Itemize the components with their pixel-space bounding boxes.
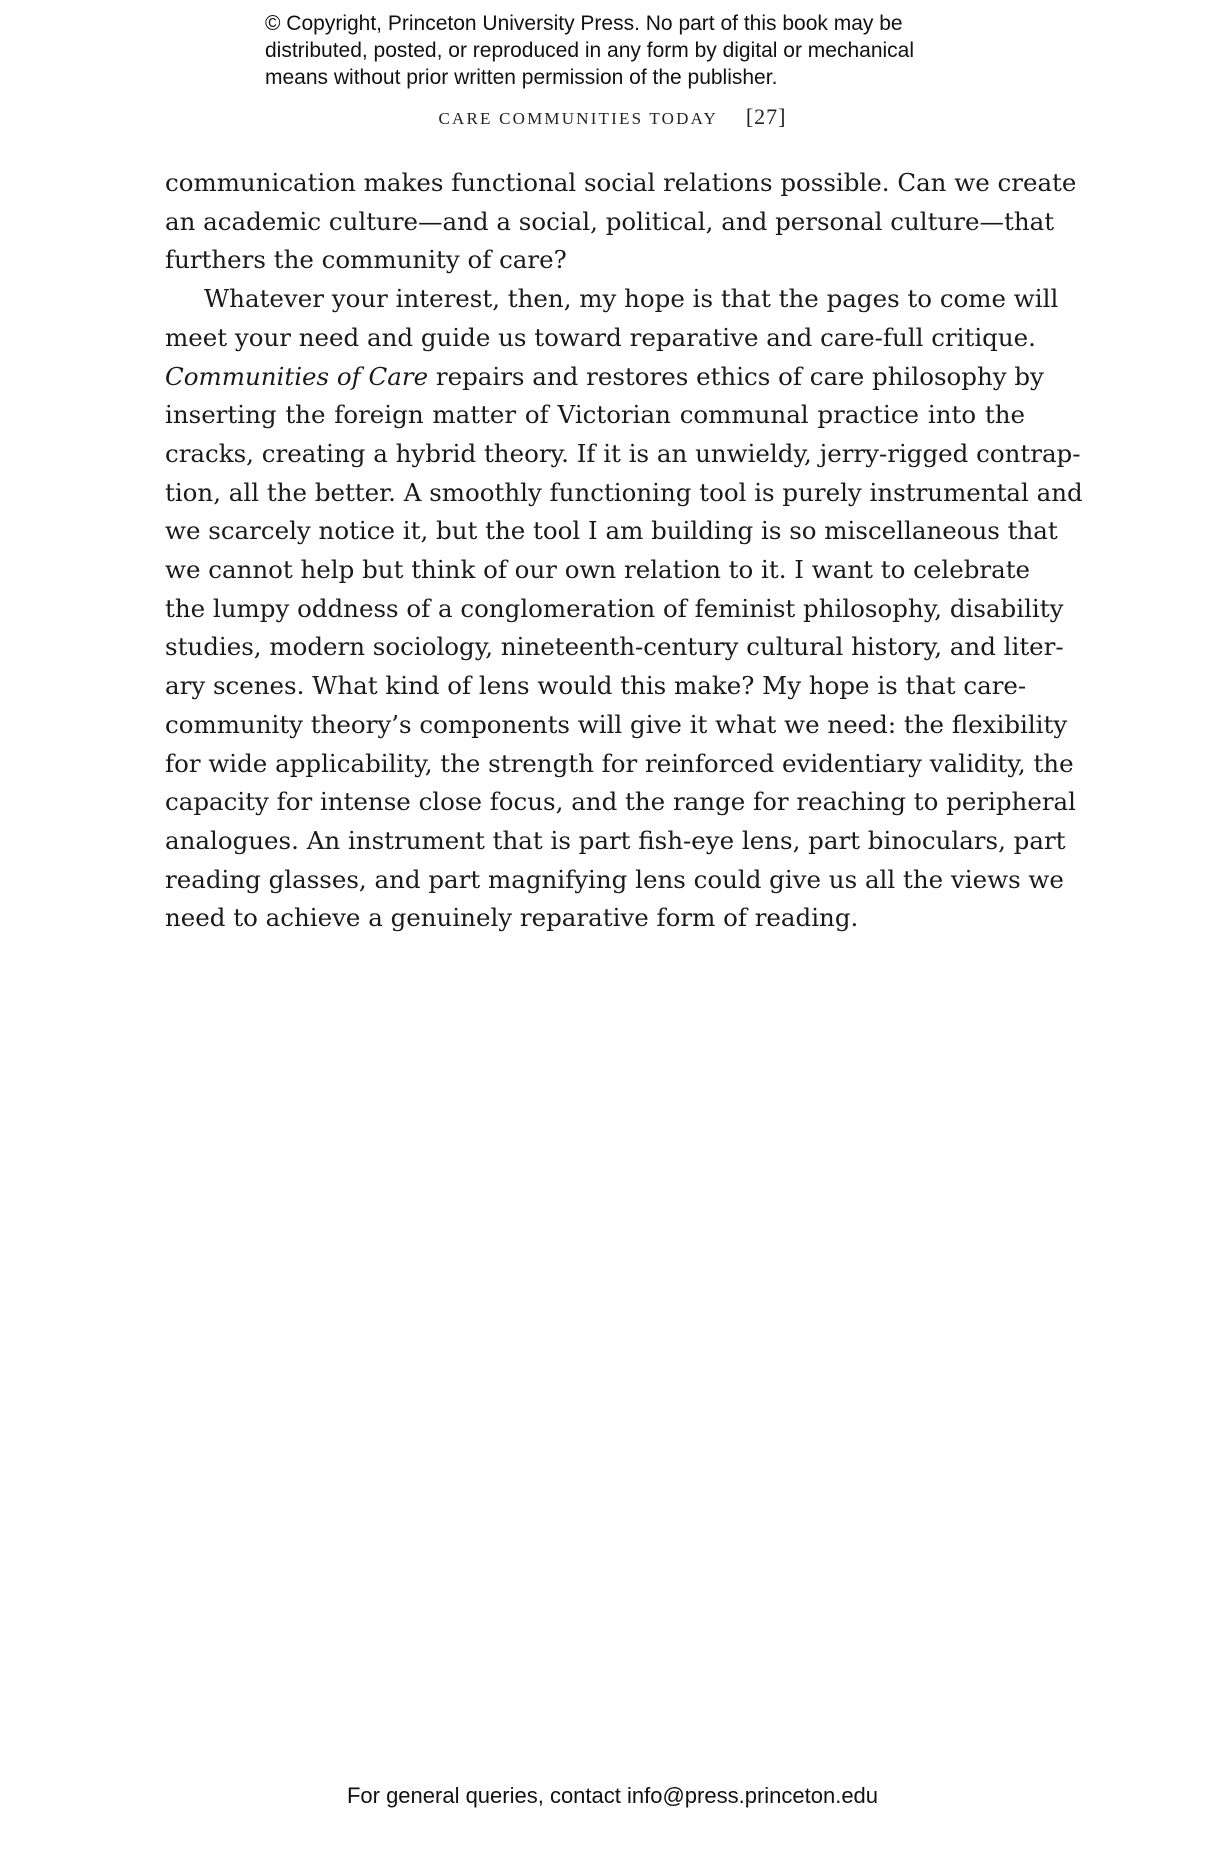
text-line: tion, all the better. A smoothly functioning tool is purely instrumental and (165, 477, 1083, 507)
page-number: [27] (745, 104, 787, 129)
text-line: reading glasses, and part magnifying lens could give us all the views we (165, 864, 1064, 894)
text-line: community theory’s components will give it what we need: the flexibility (165, 709, 1068, 739)
text-line: the lumpy oddness of a conglomeration of feminist philosophy, disability (165, 593, 1064, 623)
copyright-notice (265, 10, 985, 91)
text-line: we cannot help but think of our own relation to it. I want to celebrate (165, 555, 1031, 585)
text-line: we scarcely notice it, but the tool I am building is so miscellaneous that (165, 516, 1058, 546)
text-line: analogues. An instrument that is part fish-eye lens, part binoculars, part (165, 825, 1066, 855)
paragraph-start-line: Whatever your interest, then, my hope is that the pages to come will (204, 284, 1059, 314)
text-line: furthers the community of care? (165, 245, 567, 275)
text-line: studies, modern sociology, nineteenth-century cultural history, and liter- (165, 632, 1064, 662)
text-line: capacity for intense close focus, and the range for reaching to peripheral (165, 787, 1076, 817)
text-line: communication makes functional social relations possible. Can we create (165, 168, 1077, 197)
book-title-italic: Communities of Care (165, 361, 429, 391)
text-line: for wide applicability, the strength for reinforced evidentiary validity, the (165, 748, 1074, 778)
body-text (165, 164, 1083, 938)
text-line: need to achieve a genuinely reparative form of reading. (165, 903, 859, 933)
text-line: meet your need and guide us toward reparative and care-full critique. (165, 322, 1036, 352)
text-line: cracks, creating a hybrid theory. If it is an unwieldy, jerry-rigged contrap- (165, 438, 1081, 468)
text-line: an academic culture—and a social, political, and personal culture—that (165, 206, 1055, 236)
footer-contact: For general queries, contact info@press.princeton.edu (346, 1783, 879, 1808)
text-line: inserting the foreign matter of Victorian communal practice into the (165, 400, 1025, 430)
running-head (0, 104, 1225, 130)
running-head-title: CARE COMMUNITIES TODAY (438, 109, 718, 128)
copyright-line: © Copyright, Princeton University Press. No part of this book may be (265, 12, 903, 35)
copyright-line: distributed, posted, or reproduced in any form by digital or mechanical (265, 39, 915, 62)
copyright-line: means without prior written permission of the publisher. (265, 66, 778, 89)
text-line: ary scenes. What kind of lens would this make? My hope is that care- (165, 671, 1027, 701)
text-line (165, 358, 1044, 397)
text-line-rest: repairs and restores ethics of care philosophy by (428, 361, 1044, 391)
